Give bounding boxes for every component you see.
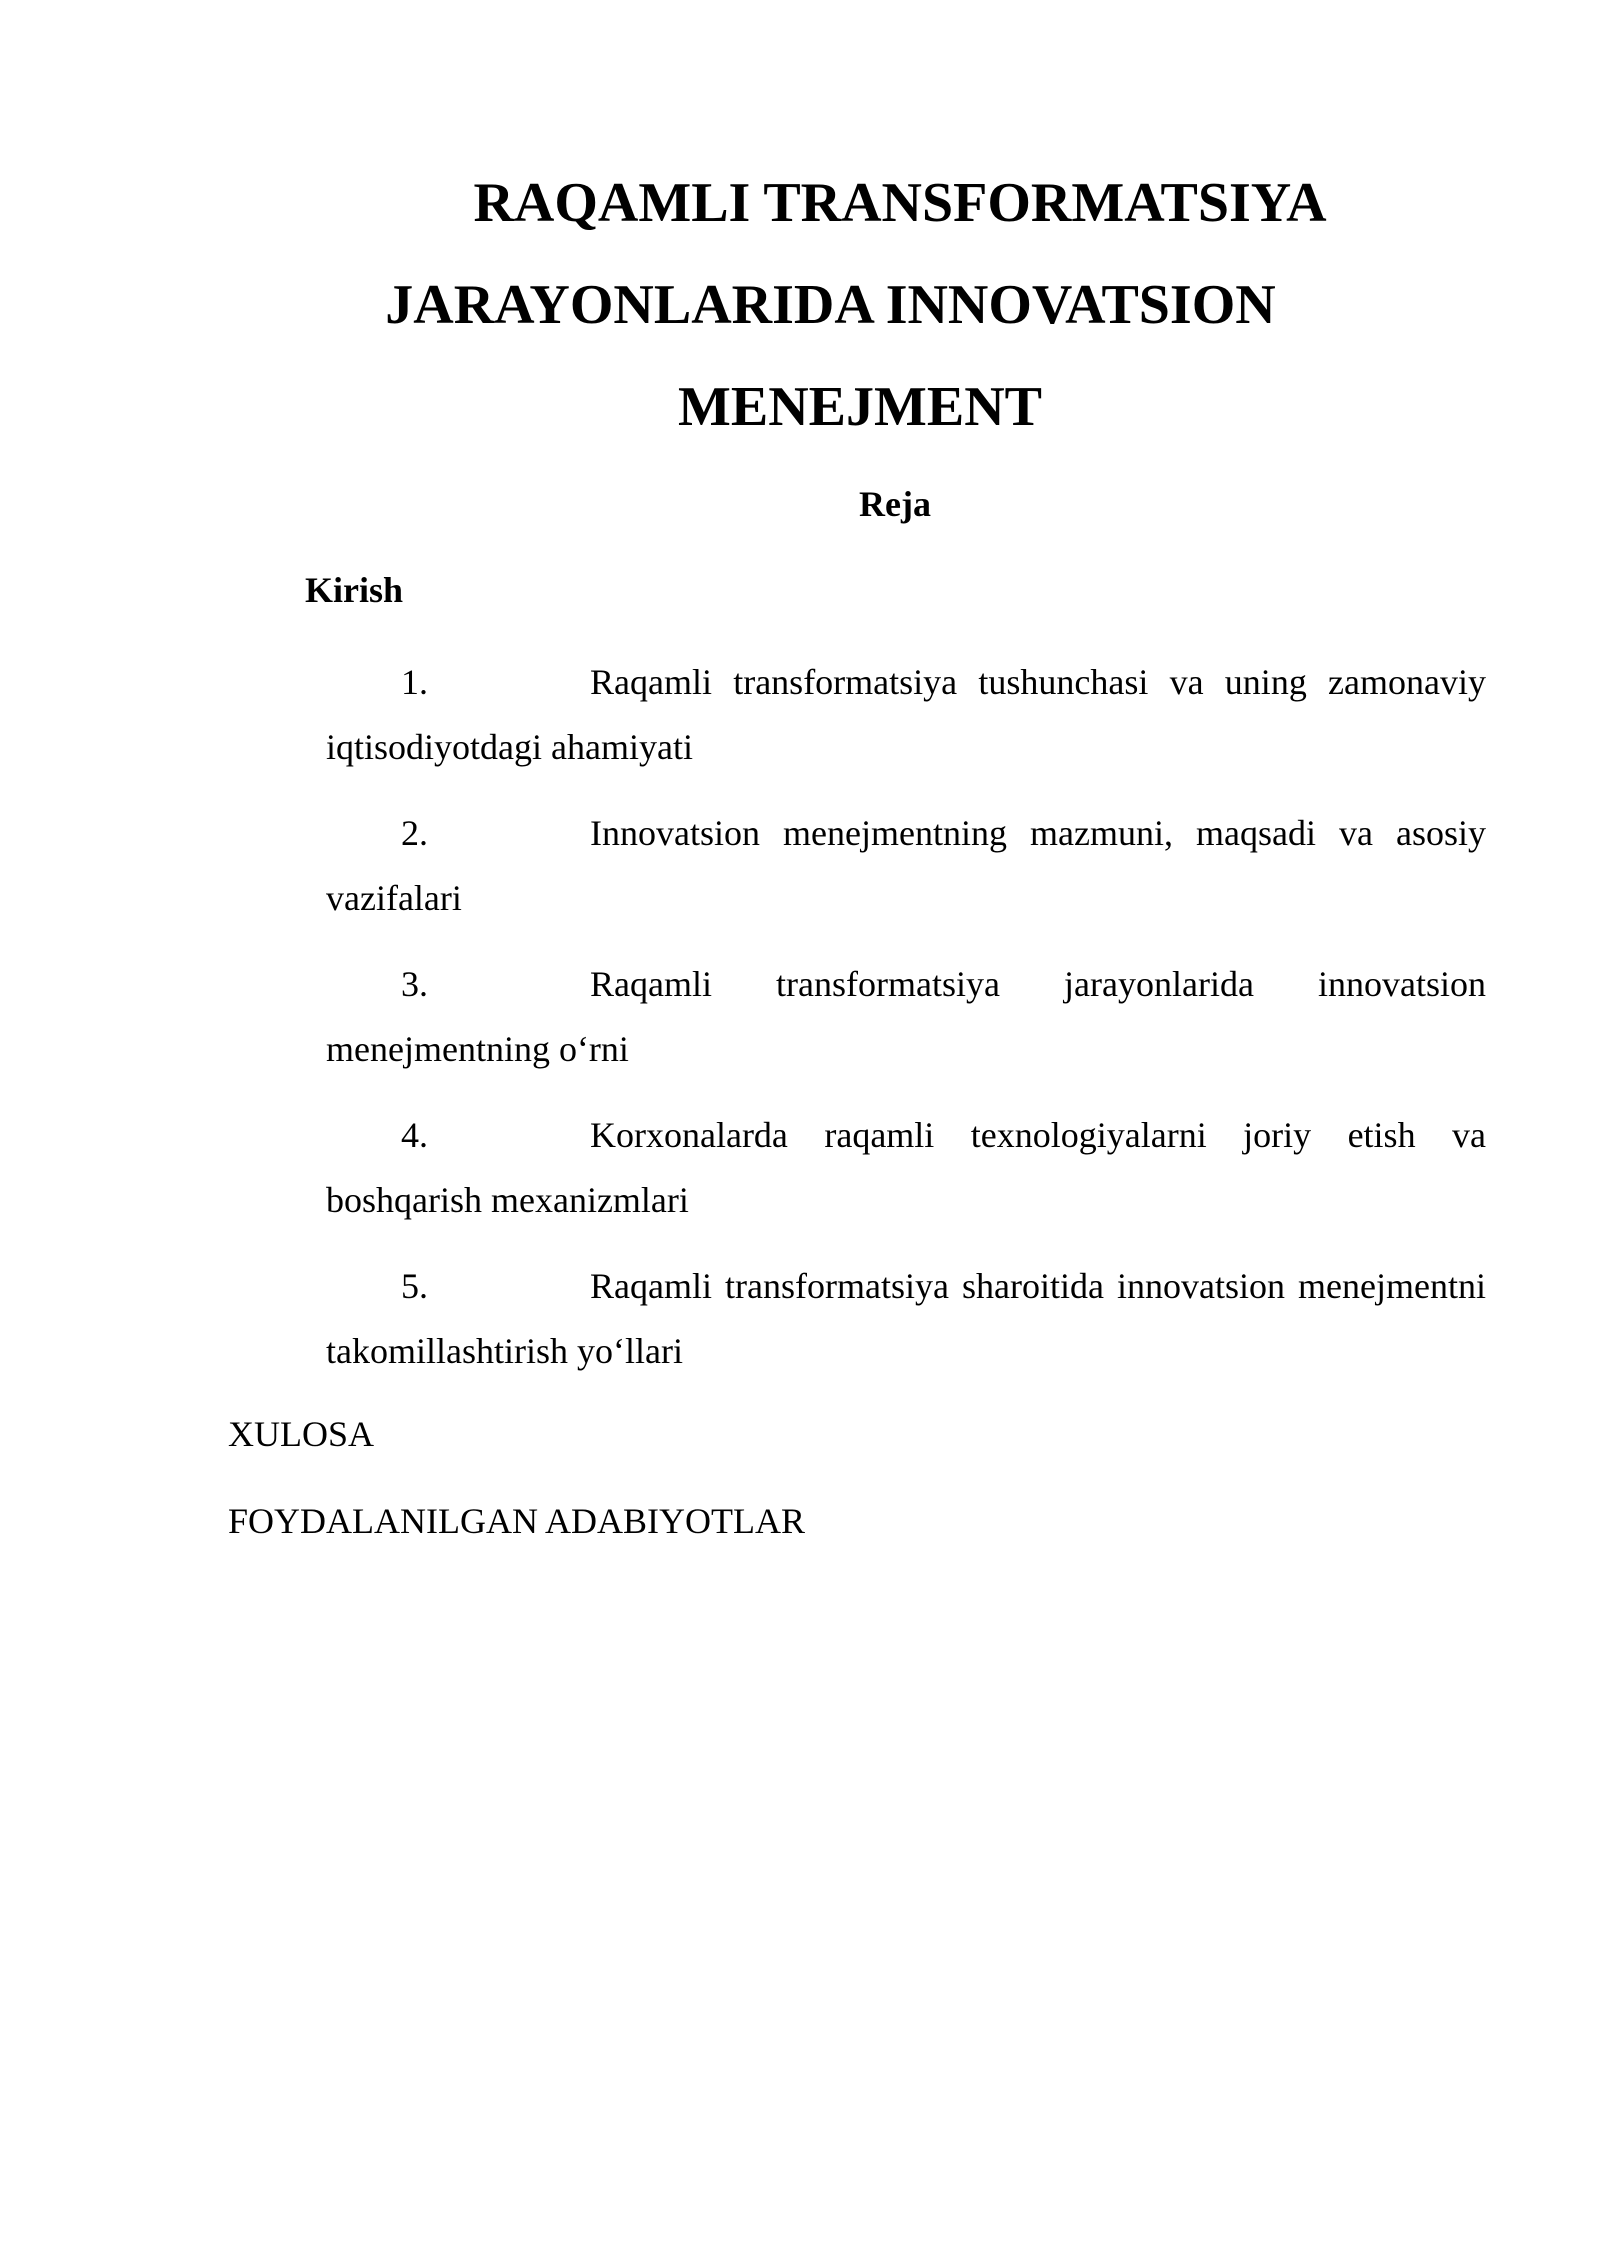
plan-item-number: 1. (401, 662, 428, 702)
title-line-3: MENEJMENT (678, 376, 1042, 438)
intro-heading: Kirish (305, 570, 404, 610)
plan-item-text: Raqamli transformatsiya jarayonlarida innovatsion menejmentning o‘rni (326, 964, 1486, 1069)
plan-item-text: Innovatsion menejmentning mazmuni, maqsadi va asosiy vazifalari (326, 813, 1486, 918)
conclusion-heading: XULOSA (228, 1414, 375, 1454)
plan-item-number: 4. (401, 1115, 428, 1155)
title-line-2: JARAYONLARIDA INNOVATSION (385, 274, 1276, 336)
plan-list (326, 650, 1486, 1405)
plan-item-1 (326, 650, 1486, 780)
document-title (360, 152, 1360, 458)
plan-item-text: Raqamli transformatsiya tushunchasi va uning zamonaviy iqtisodiyotdagi ahamiyati (326, 662, 1486, 767)
references-heading: FOYDALANILGAN ADABIYOTLAR (228, 1501, 805, 1541)
plan-item-5 (326, 1254, 1486, 1384)
title-line-1: RAQAMLI TRANSFORMATSIYA (473, 172, 1327, 234)
plan-item-3 (326, 952, 1486, 1082)
plan-item-4 (326, 1103, 1486, 1233)
plan-item-2 (326, 801, 1486, 931)
plan-heading: Reja (859, 484, 931, 524)
plan-item-number: 3. (401, 964, 428, 1004)
plan-item-text: Korxonalarda raqamli texnologiyalarni joriy etish va boshqarish mexanizmlari (326, 1115, 1486, 1220)
plan-item-number: 2. (401, 813, 428, 853)
plan-item-text: Raqamli transformatsiya sharoitida innovatsion menejmentni takomillashtirish yo‘llari (326, 1266, 1486, 1371)
plan-item-number: 5. (401, 1266, 428, 1306)
